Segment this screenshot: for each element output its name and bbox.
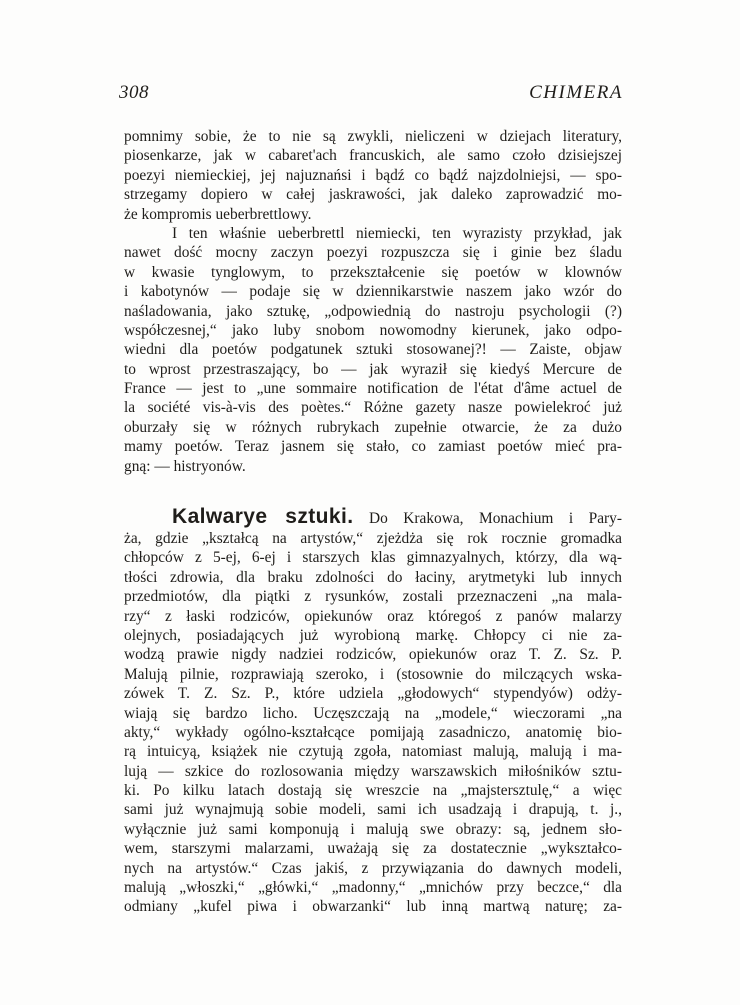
- text-line: strzegamy dopiero w całej jaskrawości, jak daleko zaprowadzić mo-: [124, 186, 622, 204]
- text-line: pomnimy sobie, że to nie są zwykli, nieliczeni w dziejach literatury,: [124, 128, 622, 145]
- section-first-line: [124, 504, 622, 529]
- text-line: Malują pilnie, rozprawiają szeroko, i (stosownie do milczących wska-: [124, 665, 622, 683]
- text-line: la société vis-à-vis des poètes.“ Różne gazety nasze powielekroć już: [124, 399, 622, 417]
- text-line: wyłącznie już sami komponują i malują swe obrazy: są, jednem sło-: [124, 820, 622, 838]
- text-line: współczesnej,“ jako luby snobom nowomodny kierunek, jako odpo-: [124, 321, 622, 339]
- text-line: zówek T. Z. Sz. P., które udziela „głodowych“ stypendyów) odży-: [124, 685, 622, 703]
- text-line: oburzały się w różnych rubrykach zupełnie otwarcie, że za dużo: [124, 418, 622, 436]
- text-line: wiają się bardzo licho. Uczęszczają na „modele,“ wieczorami „na: [124, 704, 622, 722]
- text-line: piosenkarze, jak w cabaret'ach francuskich, ale samo czoło dzisiejszej: [124, 147, 622, 165]
- text-line: akty,“ wykłady ogólno-kształcące pomijają zasadniczo, anatomię bio-: [124, 723, 622, 741]
- text-line: przedmiotów, dla piątki z rysunków, zostali przeznaczeni „na mala-: [124, 588, 622, 606]
- text-line: wodzą prawie nigdy nadziei rodziców, opiekunów oraz T. Z. Sz. P.: [124, 646, 622, 664]
- text-line-start: Do Krakowa, Monachium i Pary-: [368, 510, 622, 527]
- running-head: CHIMERA: [529, 82, 623, 103]
- text-line: odmiany „kufel piwa i obwarzanki“ lub inną martwą naturę; za-: [124, 898, 622, 916]
- body-text-section: [124, 504, 622, 917]
- page-number: 308: [119, 82, 149, 103]
- text-line: lują — szkice do rozlosowania między warszawskich miłośników sztu-: [124, 762, 622, 780]
- text-line: tłości zdrowia, dla braku zdolności do łaciny, arytmetyki lub innych: [124, 568, 622, 586]
- section-title: Kalwarye sztuki.: [172, 505, 354, 528]
- text-line: naśladowania, jako sztukę, „odpowiednią do nastroju psychologii (?): [124, 302, 622, 320]
- text-line: mamy poetów. Teraz jasnem się stało, co zamiast poetów mieć pra-: [124, 438, 622, 456]
- text-line: wem, starszymi malarzami, uważają się za dostatecznie „wykształco-: [124, 840, 622, 858]
- text-line: nych na artystów.“ Czas jakiś, z przywiązania do dawnych modeli,: [124, 859, 622, 877]
- text-line: olejnych, posiadających już wyrobioną markę. Chłopcy ci nie za-: [124, 626, 622, 644]
- text-line: rzy“ z łaski rodziców, opiekunów oraz któregoś z panów malarzy: [124, 607, 622, 625]
- text-line: nawet dość mocny zaczyn poezyi rozpuszcza się i ginie bez śladu: [124, 244, 622, 262]
- text-line: rą intuicyą, książek nie czytują zgoła, natomiast malują, malują i ma-: [124, 743, 622, 761]
- text-line: sami już wynajmują sobie modeli, sami ich usadzają i drapują, t. j.,: [124, 801, 622, 819]
- text-line: malują „włoszki,“ „główki,“ „madonny,“ „mnichów przy beczce,“ dla: [124, 879, 622, 897]
- text-line: że kompromis ueberbrettlowy.: [124, 205, 312, 223]
- text-line: ki. Po kilku latach dostają się wreszcie na „majstersztulę,“ a więc: [124, 782, 622, 800]
- paragraph: [124, 127, 622, 224]
- text-line: wiedni dla poetów podgatunek sztuki stosowanej?! — Zaiste, objaw: [124, 341, 622, 359]
- paragraph: [124, 224, 622, 476]
- text-line: I ten właśnie ueberbrettl niemiecki, ten wyrazisty przykład, jak: [172, 224, 622, 242]
- text-line: gną: — histryonów.: [124, 457, 246, 475]
- text-line: France — jest to „une sommaire notification de l'état d'âme actuel de: [124, 380, 622, 398]
- text-line: to wprost przestraszający, bo — jak wyraził się kiedyś Mercure de: [124, 360, 622, 378]
- text-line: w kwasie tynglowym, to przekształcenie się poetów w klownów: [124, 263, 622, 281]
- text-line: poezyi niemieckiej, jej najuznańsi i bądź co bądź najzdolniejsi, — spo-: [124, 166, 622, 184]
- body-text-top: [124, 127, 622, 476]
- text-line: chłopców z 5-ej, 6-ej i starszych klas gimnazyalnych, którzy, dla wą-: [124, 549, 622, 567]
- text-line: i kabotynów — podaje się w dziennikarstwie naszem jako wzór do: [124, 283, 622, 301]
- text-line: ża, gdzie „kształcą na artystów,“ zjeżdża się rok rocznie gromadka: [124, 530, 622, 547]
- page-header: [119, 82, 623, 108]
